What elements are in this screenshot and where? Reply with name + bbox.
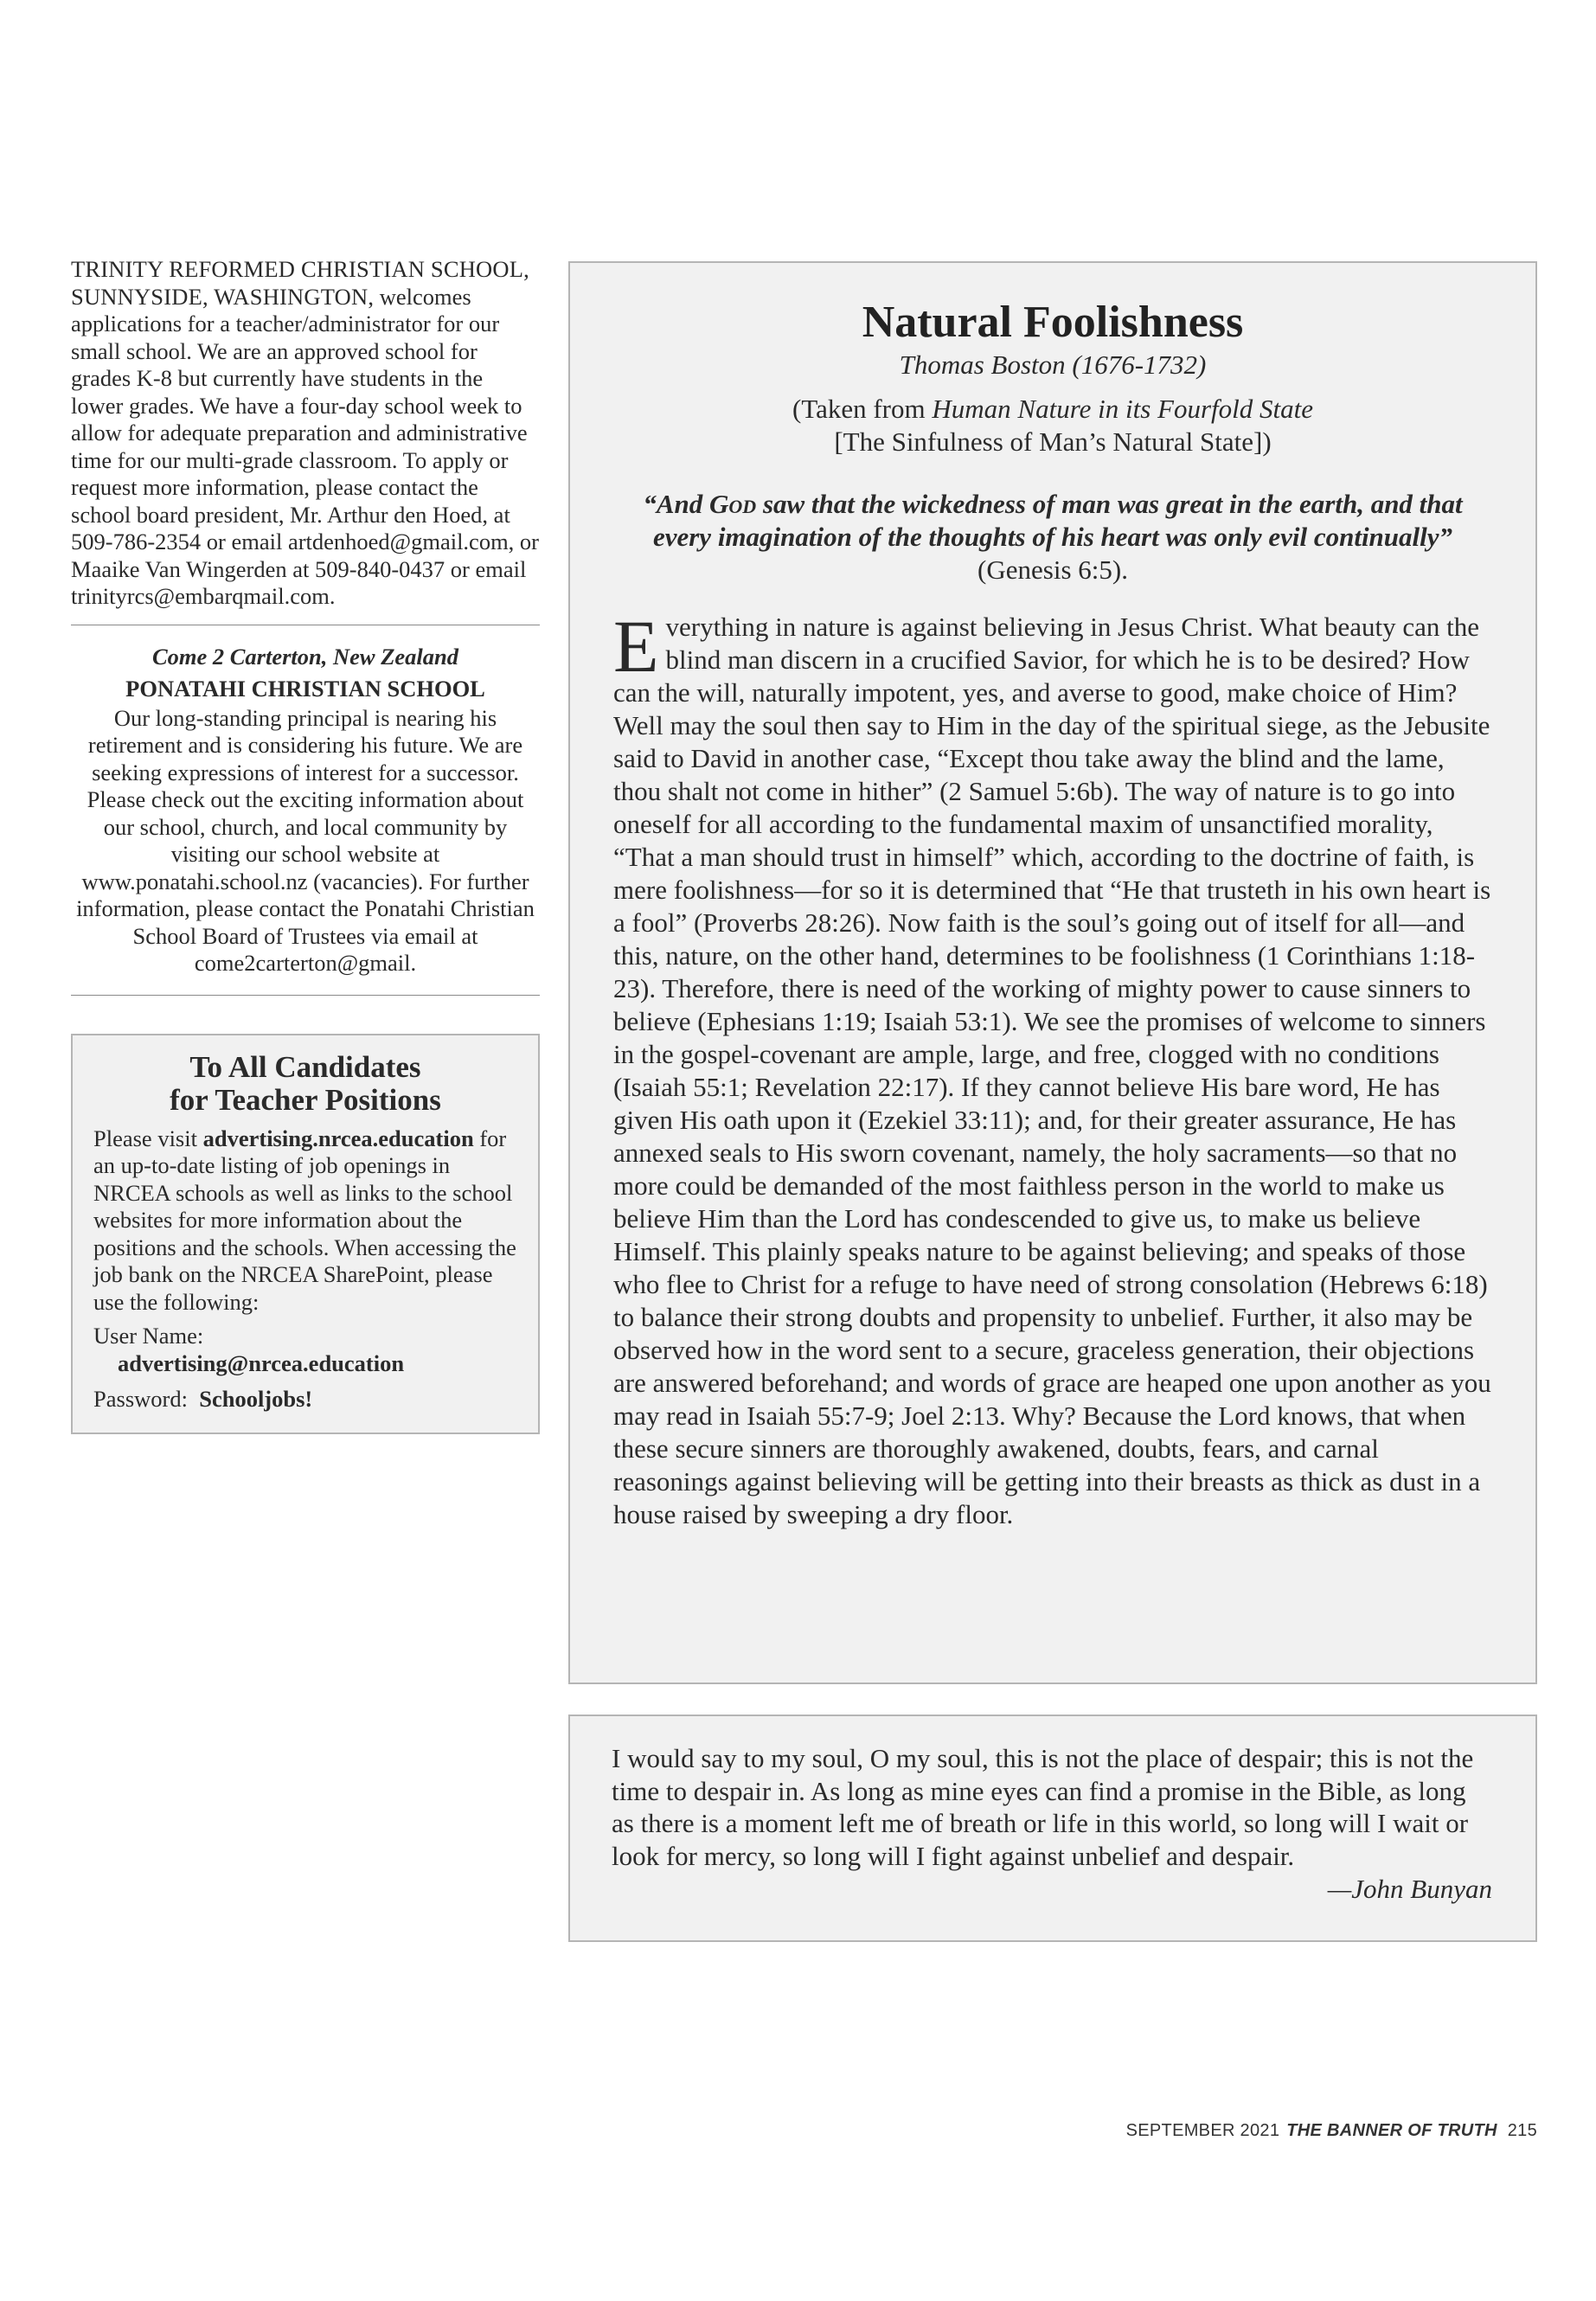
trinity-ad	[71, 256, 540, 611]
footer-magazine: THE BANNER OF TRUTH	[1286, 2121, 1497, 2140]
article-author: Thomas Boston (1676-1732)	[899, 349, 1207, 380]
epigraph	[639, 488, 1466, 586]
ponatahi-ad-heading: PONATAHI CHRISTIAN SCHOOL	[125, 675, 485, 702]
ponatahi-ad	[71, 625, 540, 995]
ponatahi-ad-body: Our long-standing principal is nearing his retirement and is considering his future. We are seeking expressions of interest for a successor. Please check out the exciting information about our school, church, and local community by visiting our school website at www.ponatahi.school.nz (vacancies). For further information, please contact the Ponatahi Christian School Board of Trustees via email at come2carterton@gmail.	[76, 704, 535, 976]
bunyan-quote-box	[568, 1715, 1537, 1942]
epigraph-part1: “And	[643, 489, 703, 519]
divider	[71, 995, 540, 996]
candidates-box	[71, 1034, 540, 1434]
article-box	[568, 261, 1537, 1684]
article-body	[613, 605, 1492, 1531]
left-column	[71, 256, 540, 1434]
epigraph-part2: saw that the wickedness of man was great in the earth, and that every imagination of the thoughts of his heart was only evil continually”	[652, 489, 1463, 552]
quote-text: I would say to my soul, O my soul, this is not the place of despair; this is not the time to despair in. As long as mine eyes can find a promise in the Bible, as long as there is a moment left me of breath or life in this world, so long will I wait or look for mercy, so long will I fight against unbelief and despair.	[612, 1743, 1474, 1871]
article-title: Natural Foolishness	[862, 298, 1244, 347]
article-body-text: verything in nature is against believing in Jesus Christ. What beauty can the blind man discern in a crucified Savior, for which he is to be desired? How can the will, naturally impotent, yes, and averse to good, make choice of Him? Well may the soul then say to Him in the day of the spiritual siege, as the Jebusite said to David in another case, “Except thou take away the blind and the lame, thou shalt not come in hither” (2 Samuel 5:6b). The way of nature is to go into oneself for all according to the fundamental maxim of unsanctified morality, “That a man should trust in himself” which, according to the doctrine of faith, is mere foolishness—for so it is determined that “He that trusteth in his own heart is a fool” (Proverbs 28:26). Now faith is the soul’s going out of itself for all—and this, nature, on the other hand, determines to be foolishness (1 Corinthians 1:18-23). Therefore, there is need of the working of mighty power to cause sinners to believe (Ephesians 1:19; Isaiah 53:1). We see the promises of welcome to sinners in the gospel-covenant are ample, large, and free, clogged with no conditions (Isaiah 55:1; Revelation 22:17). If they cannot believe His bare word, He has given His oath upon it (Ezekiel 33:11); and, for their greater assurance, He has annexed seals to His sworn covenant, namely, the holy sacraments—so that no more could be demanded of the most faithless person in the world to make us believe Him than the Lord has condescended to give us, to make us believe Himself. This plainly speaks nature to be against believing; and speaks of those who flee to Christ for a refuge to have need of strong consolation (Hebrews 6:18) to balance their strong doubts and propensity to unbelief. Further, it also may be observed how in the word sent to a secure, graceless generation, their objections are answered beforehand; and words of grace are heaped one upon another as you may read in Isaiah 55:7-9; Joel 2:13. Why? Because the Lord knows, that when these secure sinners are thoroughly awakened, doubts, fears, and carnal reasonings against believing will be getting into their breasts as thick as dust in a house raised by sweeping a dry floor.	[613, 612, 1491, 1529]
epigraph-reference: (Genesis 6:5).	[977, 554, 1128, 585]
password-label: Password:	[93, 1386, 188, 1412]
source-book: Human Nature in its Fourfold State	[932, 394, 1313, 424]
trinity-ad-heading: TRINITY REFORMED CHRISTIAN SCHOOL, SUNNYSIDE, WASHINGTON,	[71, 256, 529, 310]
username-block	[93, 1323, 517, 1377]
footer-date: SEPTEMBER 2021	[1125, 2121, 1280, 2140]
candidates-title-line1: To All Candidates	[189, 1049, 421, 1084]
trinity-ad-body: welcomes applications for a teacher/administrator for our small school. We are an approved school for grades K-8 but currently have students in the lower grades. We have a four-day school week to allow for adequate preparation and administrative time for our multi-grade classroom. To apply or request more information, please contact the school board president, Mr. Arthur den Hoed, at 509-786-2354 or email artdenhoed@gmail.com, or Maaike Van Wingerden at 509-840-0437 or email trinityrcs@embarqmail.com.	[71, 283, 540, 609]
epigraph-god: God	[709, 489, 757, 519]
candidates-text	[93, 1125, 517, 1317]
password-block	[93, 1386, 517, 1413]
article-source	[613, 393, 1492, 458]
candidates-title-line2: for Teacher Positions	[170, 1082, 441, 1117]
drop-cap: E	[613, 605, 659, 688]
page-number: 215	[1507, 2121, 1537, 2140]
candidates-title	[93, 1051, 517, 1117]
candidates-body: for an up-to-date listing of job openings in NRCEA schools as well as links to the school websites for more information about the positions and the schools. When accessing the job bank on the NRCEA SharePoint, please use the following:	[93, 1125, 516, 1315]
username-label: User Name:	[93, 1323, 204, 1349]
source-prefix: (Taken from	[792, 394, 926, 424]
candidates-intro: Please visit	[93, 1125, 197, 1151]
source-line2: [The Sinfulness of Man’s Natural State])	[834, 426, 1272, 457]
page-footer	[1126, 2121, 1537, 2141]
username-value: advertising@nrcea.education	[118, 1349, 405, 1376]
candidates-site-link[interactable]: advertising.nrcea.education	[202, 1125, 474, 1151]
password-value: Schooljobs!	[199, 1386, 313, 1412]
quote-attribution: —John Bunyan	[1327, 1874, 1492, 1904]
ponatahi-ad-subheading: Come 2 Carterton, New Zealand	[151, 643, 459, 670]
